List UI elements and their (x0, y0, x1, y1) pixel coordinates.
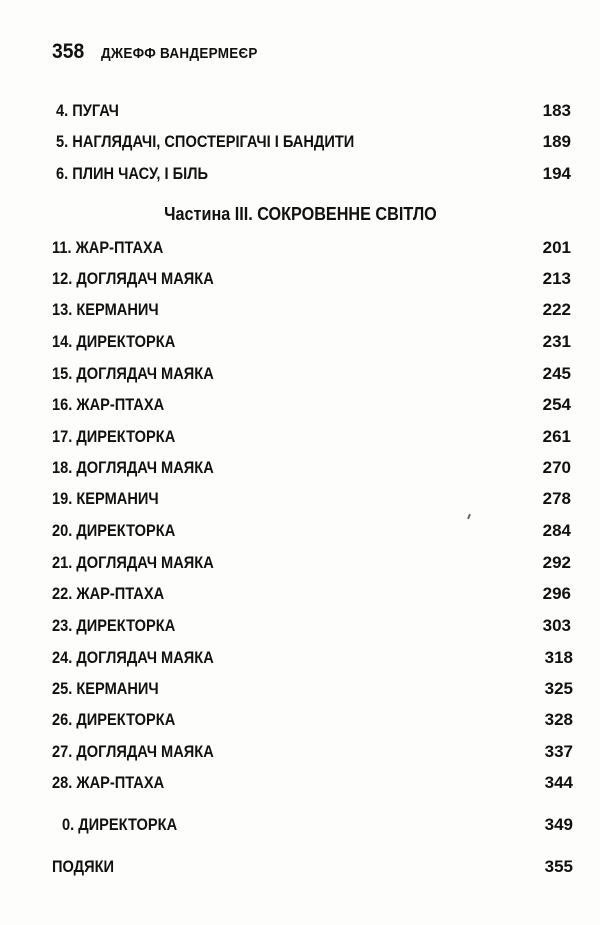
toc-entry (0, 236, 600, 260)
toc-entry-title: 15. ДОГЛЯДАЧ МАЯКА (52, 364, 214, 383)
toc-entry-title: 24. ДОГЛЯДАЧ МАЯКА (52, 648, 214, 667)
toc-entry-page: 328 (544, 710, 573, 729)
toc-entry-page: 245 (542, 364, 571, 383)
toc-entry-page: 222 (542, 300, 571, 319)
toc-entry (0, 99, 600, 123)
toc-entry (0, 130, 600, 154)
toc-entry (0, 771, 600, 795)
toc-entry-title: 14. ДИРЕКТОРКА (52, 332, 176, 351)
toc-entry (0, 425, 600, 449)
toc-entry (0, 614, 600, 638)
toc-entry-title: 28. ЖАР-ПТАХА (52, 773, 165, 792)
toc-entry (0, 677, 600, 701)
toc-entry-page: 318 (544, 648, 573, 667)
toc-entry (0, 740, 600, 764)
author-name: ДЖЕФФ ВАНДЕРМЕЄР (101, 45, 258, 62)
toc-entry (0, 330, 600, 354)
toc-entry-title: ПОДЯКИ (52, 857, 115, 876)
toc-entry-page: 303 (542, 616, 571, 635)
toc-entry-title: 18. ДОГЛЯДАЧ МАЯКА (52, 458, 214, 477)
toc-entry-title: 11. ЖАР-ПТАХА (52, 238, 164, 257)
toc-entry-page: 213 (542, 269, 571, 288)
toc-entry-title: 16. ЖАР-ПТАХА (52, 395, 165, 414)
toc-entry-page: 355 (544, 857, 573, 876)
toc-entry (0, 551, 600, 575)
toc-entry-title: 20. ДИРЕКТОРКА (52, 521, 176, 540)
part-heading-text: Частина ІІІ. СОКРОВЕННЕ СВІТЛО (163, 204, 437, 224)
toc-entry-page: 278 (542, 489, 571, 508)
toc-entry (0, 393, 600, 417)
toc-entry-title: 26. ДИРЕКТОРКА (52, 710, 176, 729)
toc-entry-title: 5. НАГЛЯДАЧІ, СПОСТЕРІГАЧІ І БАНДИТИ (56, 132, 355, 151)
part-heading (0, 201, 600, 227)
toc-entry-title: 22. ЖАР-ПТАХА (52, 584, 165, 603)
toc-entry (0, 646, 600, 670)
toc-entry-title: 19. КЕРМАНИЧ (52, 489, 159, 508)
toc-entry (0, 267, 600, 291)
toc-entry-page: 325 (544, 679, 573, 698)
toc-entry-page: 261 (542, 427, 571, 446)
page-number: 358 (52, 40, 85, 63)
toc-entry (0, 456, 600, 480)
toc-entry-title: 25. КЕРМАНИЧ (52, 679, 159, 698)
toc-entry-page: 337 (544, 742, 573, 761)
toc-entry-title: 13. КЕРМАНИЧ (52, 300, 159, 319)
toc-entry (0, 582, 600, 606)
toc-entry-title: 12. ДОГЛЯДАЧ МАЯКА (52, 269, 214, 288)
toc-entry-page: 296 (542, 584, 571, 603)
toc-entry-title: 6. ПЛИН ЧАСУ, І БІЛЬ (56, 164, 209, 183)
toc-entry-title: 0. ДИРЕКТОРКА (62, 815, 178, 834)
toc-entry (0, 855, 600, 879)
toc-entry-page: 201 (542, 238, 571, 257)
toc-entry-page: 189 (542, 132, 571, 151)
running-head (52, 40, 275, 66)
toc-entry-title: 21. ДОГЛЯДАЧ МАЯКА (52, 553, 214, 572)
toc-entry (0, 362, 600, 386)
toc-entry (0, 708, 600, 732)
toc-entry (0, 487, 600, 511)
toc-entry-page: 292 (542, 553, 571, 572)
toc-entry-page: 284 (542, 521, 571, 540)
toc-entry-title: 17. ДИРЕКТОРКА (52, 427, 176, 446)
toc-entry-page: 183 (542, 101, 571, 120)
toc-entry (0, 162, 600, 186)
toc-entry (0, 298, 600, 322)
toc-entry-page: 194 (542, 164, 571, 183)
toc-entry-page: 231 (542, 332, 571, 351)
toc-entry-page: 254 (542, 395, 571, 414)
toc-entry (0, 813, 600, 837)
toc-entry-title: 4. ПУГАЧ (56, 101, 119, 120)
toc-entry-title: 27. ДОГЛЯДАЧ МАЯКА (52, 742, 214, 761)
toc-entry-page: 270 (542, 458, 571, 477)
toc-entry-title: 23. ДИРЕКТОРКА (52, 616, 176, 635)
toc-entry (0, 519, 600, 543)
toc-entry-page: 349 (544, 815, 573, 834)
toc-entry-page: 344 (544, 773, 573, 792)
